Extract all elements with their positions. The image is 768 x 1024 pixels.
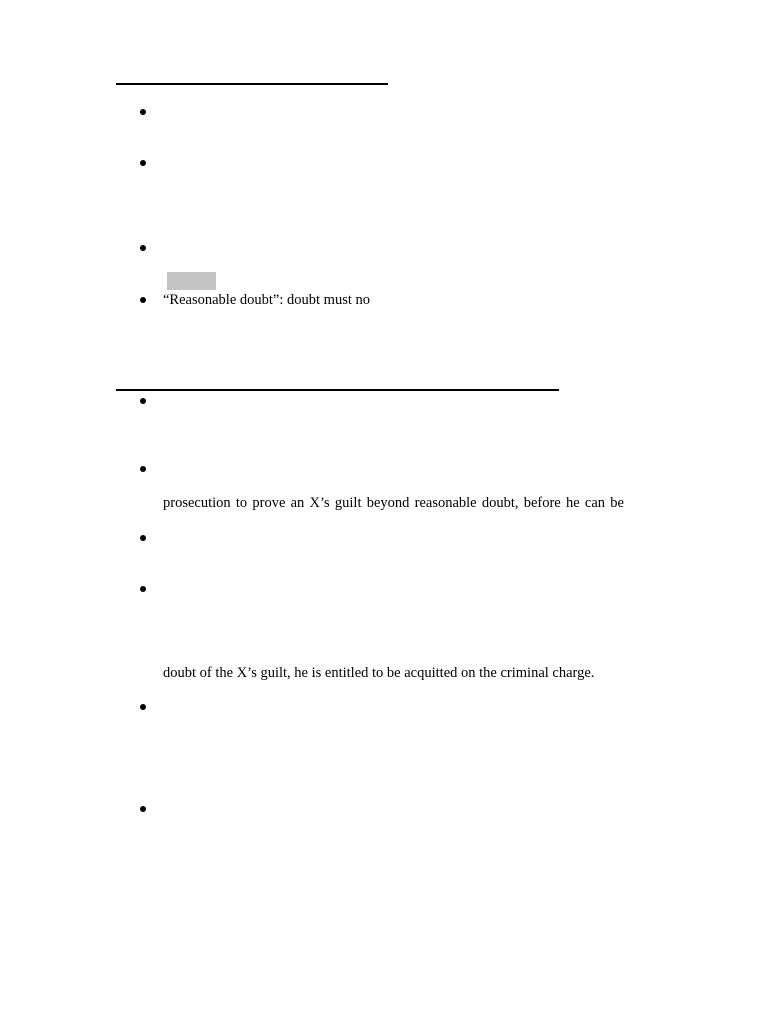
section-2-bullet-1 xyxy=(140,398,146,404)
section-2-heading-rule xyxy=(116,389,559,391)
prosecution-text-line: prosecution to prove an X’s guilt beyond reasonable doubt, before he can be xyxy=(163,495,624,511)
reasonable-doubt-text: “Reasonable doubt”: doubt must no xyxy=(163,292,370,308)
section-1-bullet-1 xyxy=(140,109,146,115)
section-1-bullet-3 xyxy=(140,245,146,251)
section-2-bullet-5 xyxy=(140,704,146,710)
section-1-bullet-2 xyxy=(140,160,146,166)
redaction-highlight xyxy=(167,272,216,290)
section-2-bullet-6 xyxy=(140,806,146,812)
section-2-bullet-4 xyxy=(140,586,146,592)
section-1-heading-rule xyxy=(116,83,388,85)
section-2-bullet-3 xyxy=(140,535,146,541)
acquittal-text-line: doubt of the X’s guilt, he is entitled to be acquitted on the criminal charge. xyxy=(163,665,595,681)
section-1-bullet-4 xyxy=(140,297,146,303)
section-2-bullet-2 xyxy=(140,466,146,472)
